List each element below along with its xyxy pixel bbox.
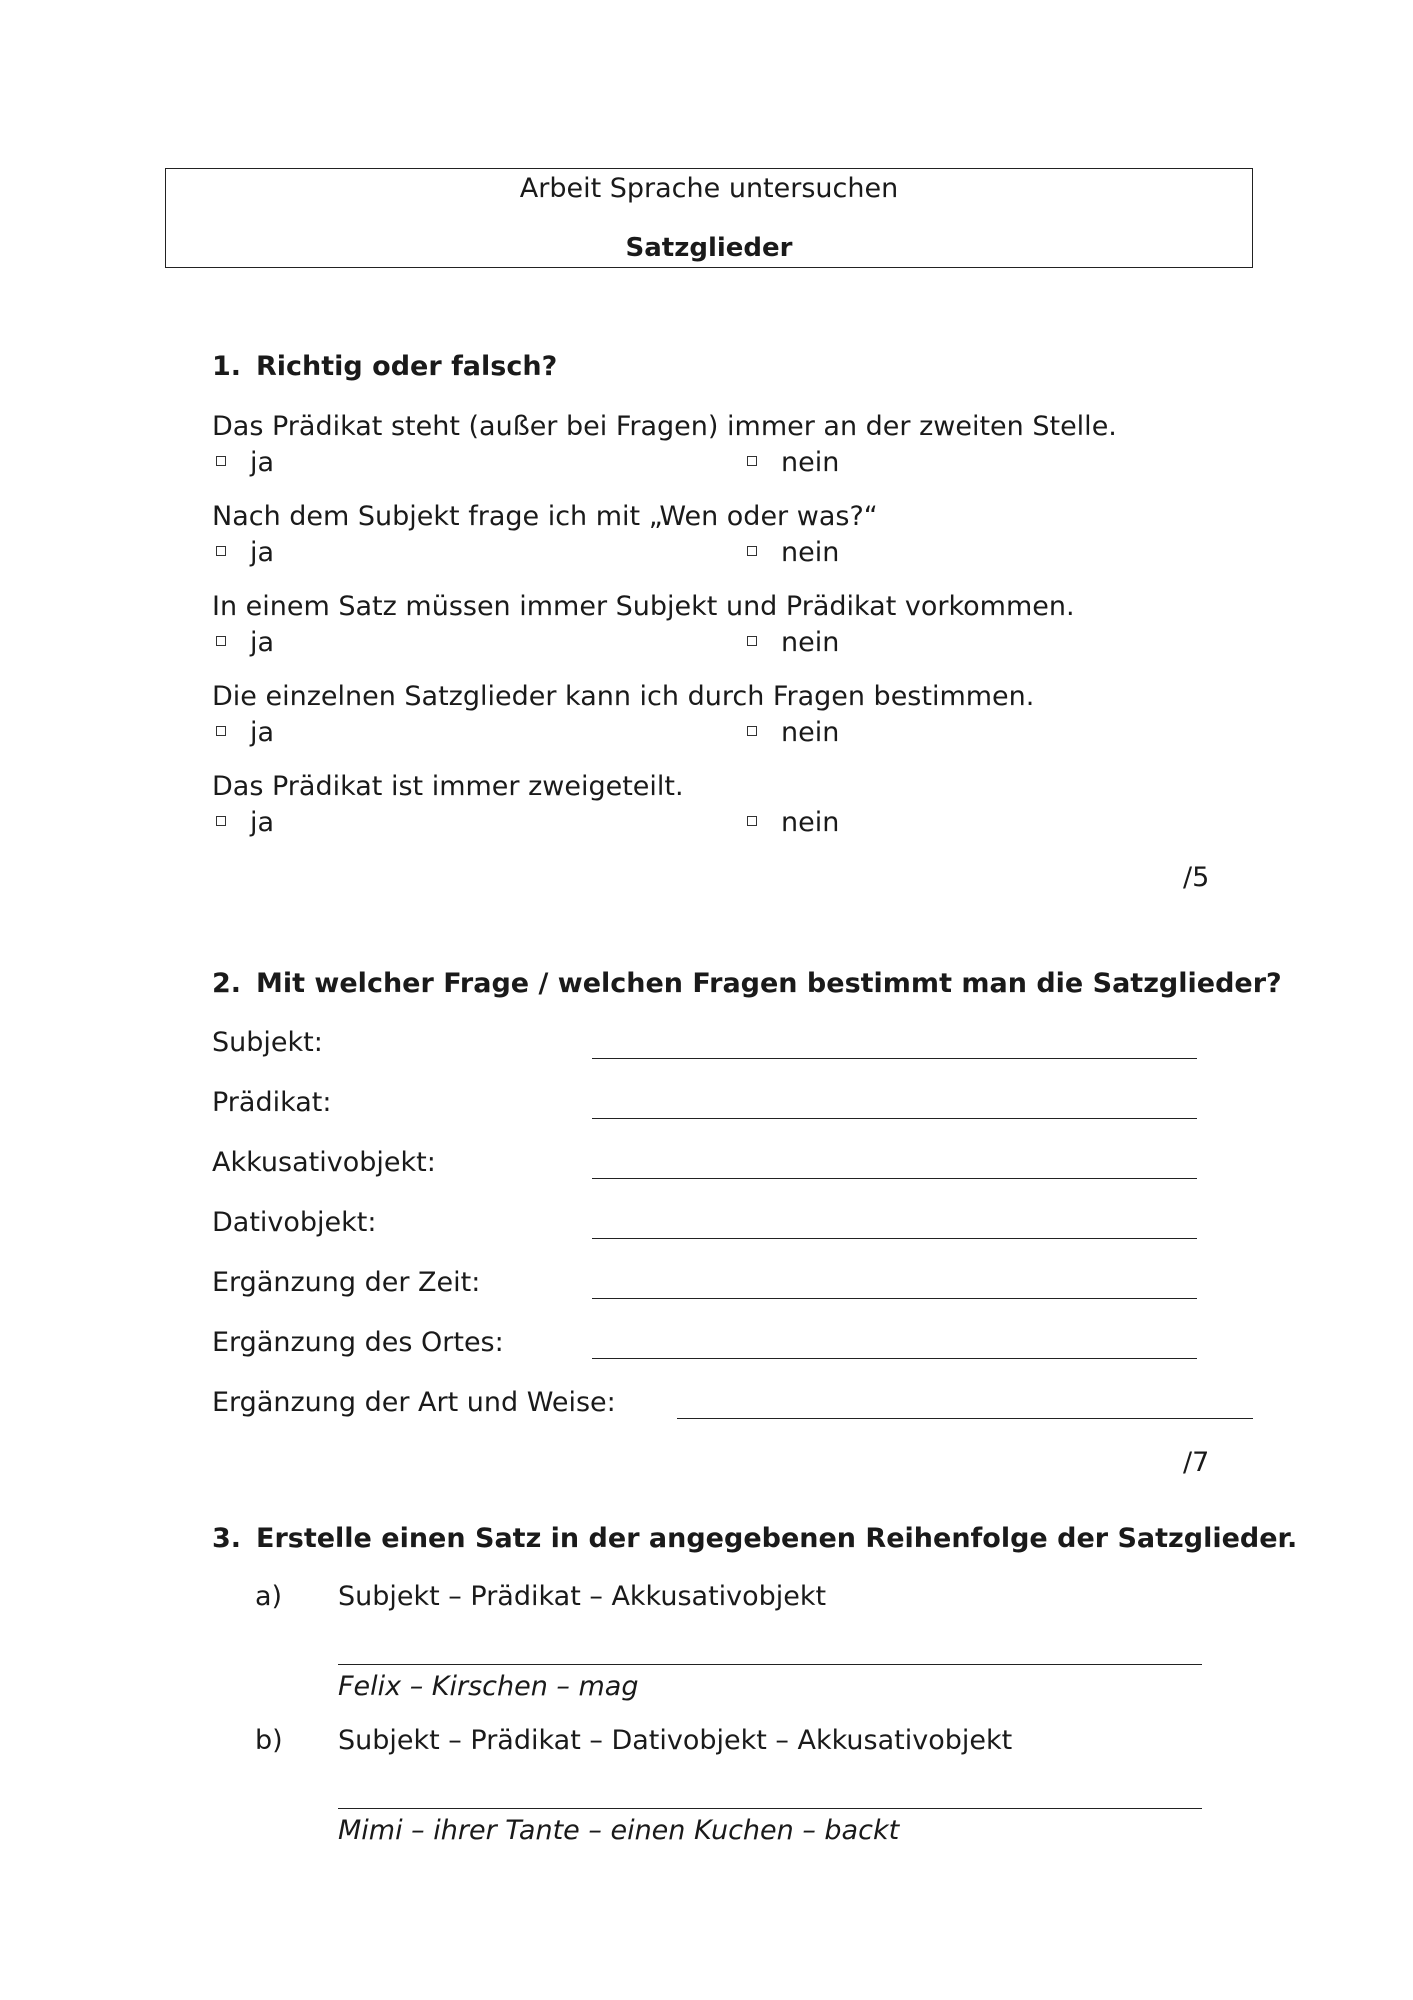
item-words: Mimi – ihrer Tante – einen Kuchen – backt [338,1815,900,1846]
row-label-praedikat: Prädikat: [212,1087,332,1118]
checkbox-icon[interactable] [747,816,757,826]
answer-line[interactable] [677,1418,1253,1419]
answer-line[interactable] [592,1238,1197,1239]
option-no-label: nein [781,447,840,478]
task2-score: /7 [1183,1447,1210,1478]
task1-heading [212,351,557,382]
checkbox-icon[interactable] [216,636,226,646]
answer-line[interactable] [338,1664,1202,1665]
row-label-akkusativobjekt: Akkusativobjekt: [212,1147,436,1178]
row-label-zeit: Ergänzung der Zeit: [212,1267,481,1298]
option-no[interactable] [747,807,839,838]
task1-statement: Die einzelnen Satzglieder kann ich durch Fragen bestimmen. [212,681,1035,712]
item-pattern: Subjekt – Prädikat – Akkusativobjekt [338,1581,827,1612]
option-yes[interactable] [216,627,274,658]
worksheet-title: Satzglieder [625,233,793,263]
header-box [165,168,1253,268]
row-label-subjekt: Subjekt: [212,1027,323,1058]
task1-statement: In einem Satz müssen immer Subjekt und Prädikat vorkommen. [212,591,1075,622]
checkbox-icon[interactable] [747,456,757,466]
task3-title: Erstelle einen Satz in der angegebenen Reihenfolge der Satzglieder. [256,1523,1298,1554]
option-no[interactable] [747,537,839,568]
row-label-dativobjekt: Dativobjekt: [212,1207,377,1238]
task3-number: 3. [212,1523,242,1554]
task2-title: Mit welcher Frage / welchen Fragen bestimmt man die Satzglieder? [256,968,1282,999]
item-letter: a) [255,1581,283,1612]
answer-line[interactable] [592,1358,1197,1359]
answer-line[interactable] [338,1808,1202,1809]
option-yes-label: ja [250,807,275,838]
option-no-label: nein [781,717,840,748]
checkbox-icon[interactable] [216,546,226,556]
task1-statement: Das Prädikat ist immer zweigeteilt. [212,771,684,802]
item-pattern: Subjekt – Prädikat – Dativobjekt – Akkusativobjekt [338,1725,1013,1756]
row-label-ort: Ergänzung des Ortes: [212,1327,504,1358]
option-no-label: nein [781,627,840,658]
checkbox-icon[interactable] [747,726,757,736]
checkbox-icon[interactable] [216,816,226,826]
option-no[interactable] [747,717,839,748]
item-letter: b) [255,1725,283,1756]
option-yes[interactable] [216,537,274,568]
task1-statement: Nach dem Subjekt frage ich mit „Wen oder was?“ [212,501,878,532]
checkbox-icon[interactable] [216,456,226,466]
item-words: Felix – Kirschen – mag [338,1671,639,1702]
option-no[interactable] [747,627,839,658]
option-no-label: nein [781,807,840,838]
option-yes-label: ja [250,537,275,568]
task1-number: 1. [212,351,242,382]
row-label-art-und-weise: Ergänzung der Art und Weise: [212,1387,616,1418]
option-no-label: nein [781,537,840,568]
task1-title: Richtig oder falsch? [256,351,558,382]
task2-number: 2. [212,968,242,999]
option-yes-label: ja [250,717,275,748]
checkbox-icon[interactable] [747,636,757,646]
option-yes-label: ja [250,447,275,478]
task3-heading [212,1523,1297,1554]
task1-statement: Das Prädikat steht (außer bei Fragen) immer an der zweiten Stelle. [212,411,1117,442]
answer-line[interactable] [592,1058,1197,1059]
option-yes[interactable] [216,717,274,748]
answer-line[interactable] [592,1178,1197,1179]
option-yes[interactable] [216,447,274,478]
answer-line[interactable] [592,1118,1197,1119]
answer-line[interactable] [592,1298,1197,1299]
checkbox-icon[interactable] [216,726,226,736]
task2-heading [212,968,1282,999]
worksheet-subject: Arbeit Sprache untersuchen [519,173,899,204]
option-yes-label: ja [250,627,275,658]
task1-score: /5 [1183,862,1210,893]
option-yes[interactable] [216,807,274,838]
option-no[interactable] [747,447,839,478]
checkbox-icon[interactable] [747,546,757,556]
